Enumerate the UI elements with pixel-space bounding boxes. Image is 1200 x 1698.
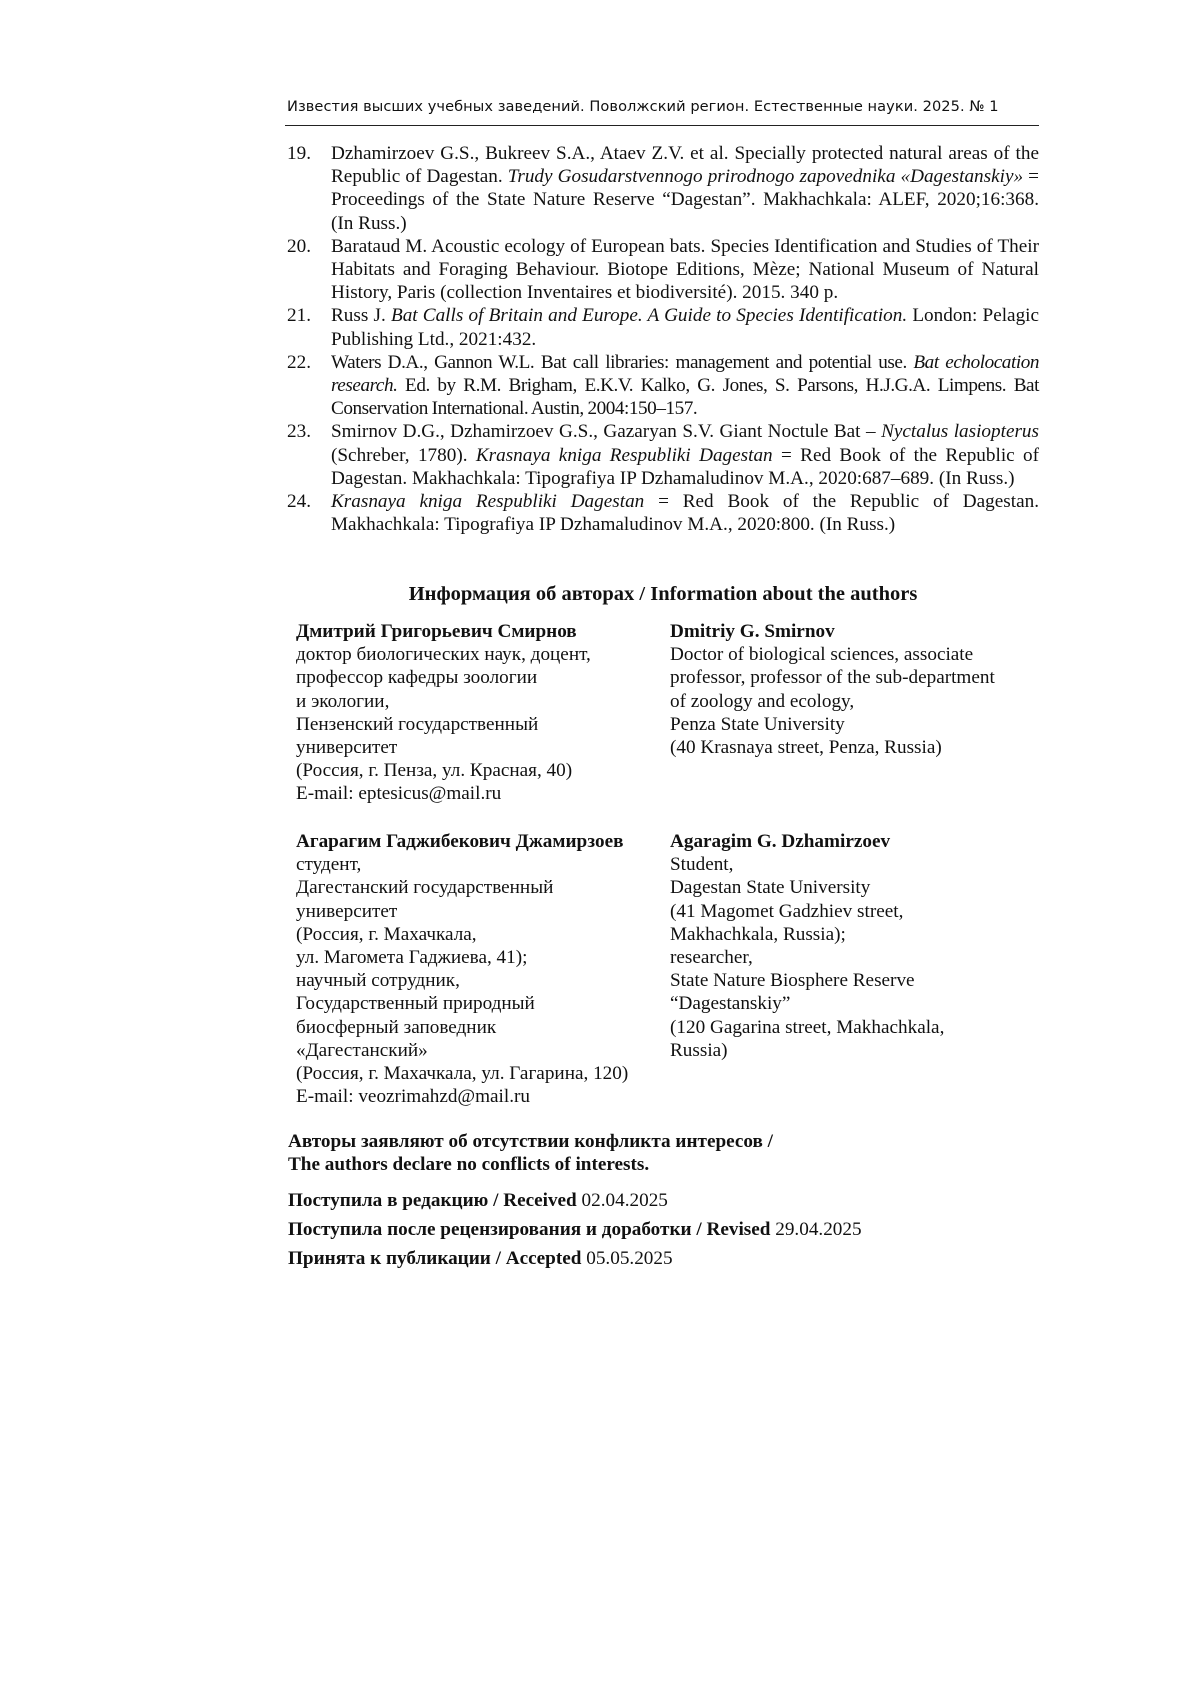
received-line xyxy=(288,1189,1048,1212)
author-1-ru-name: Дмитрий Григорьевич Смирнов xyxy=(296,620,666,643)
author-detail-line: Дагестанский государственный xyxy=(296,876,666,899)
reference-italic-segment: Trudy Gosudarstvennogo prirodnogo zapovednika «Dagestanskiy» xyxy=(508,166,1023,187)
author-detail-line: Doctor of biological sciences, associate xyxy=(670,643,1040,666)
author-detail-line: Makhachkala, Russia); xyxy=(670,923,1040,946)
author-email: E-mail: veozrimahzd@mail.ru xyxy=(296,1085,666,1108)
reference-number: 24. xyxy=(287,490,331,536)
revised-label: Поступила после рецензирования и доработки / Revised xyxy=(288,1219,770,1240)
author-detail-line: профессор кафедры зоологии xyxy=(296,666,666,689)
author-1-ru-details xyxy=(296,643,666,805)
author-detail-line: (41 Magomet Gadzhiev street, xyxy=(670,900,1040,923)
reference-text xyxy=(331,235,1039,305)
header-rule xyxy=(285,125,1039,126)
author-detail-line: researcher, xyxy=(670,946,1040,969)
author-detail-line: и экологии, xyxy=(296,690,666,713)
reference-number: 23. xyxy=(287,420,331,490)
author-detail-line: “Dagestanskiy” xyxy=(670,992,1040,1015)
author-email: E-mail: eptesicus@mail.ru xyxy=(296,782,666,805)
author-detail-line: professor, professor of the sub-department xyxy=(670,666,1040,689)
reference-item xyxy=(287,351,1039,421)
author-detail-line: университет xyxy=(296,900,666,923)
author-detail-line: «Дагестанский» xyxy=(296,1039,666,1062)
reference-item xyxy=(287,235,1039,305)
author-detail-line: State Nature Biosphere Reserve xyxy=(670,969,1040,992)
reference-italic-segment: Krasnaya kniga Respubliki Dagestan xyxy=(476,445,773,466)
reference-italic-segment: Krasnaya kniga Respubliki Dagestan xyxy=(331,491,644,512)
reference-item xyxy=(287,490,1039,536)
author-2-ru xyxy=(296,830,666,1108)
author-2-en xyxy=(670,830,1040,1062)
conflict-statement-ru xyxy=(288,1130,1048,1153)
reference-segment: = Proceedings of the State Nature Reserve “Dagestan”. Makhachkala: ALEF, 2020;16:368. (In Russ.) xyxy=(331,166,1039,233)
reference-segment: (Schreber, 1780). xyxy=(331,445,476,466)
author-detail-line: научный сотрудник, xyxy=(296,969,666,992)
author-detail-line: Государственный природный xyxy=(296,992,666,1015)
author-2-en-name: Agaragim G. Dzhamirzoev xyxy=(670,830,1040,853)
reference-item xyxy=(287,142,1039,235)
reference-text xyxy=(331,490,1039,536)
author-1-en-details xyxy=(670,643,1040,759)
reference-list xyxy=(287,142,1039,536)
reference-italic-segment: Bat echolocation research. xyxy=(331,352,1039,396)
author-detail-line: биосферный заповедник xyxy=(296,1016,666,1039)
author-detail-line: Student, xyxy=(670,853,1040,876)
reference-segment: Ed. by R.M. Brigham, E.K.V. Kalko, G. Jones, S. Parsons, H.J.G.A. Limpens. Bat Conservation International. Austin, 2004:150–157. xyxy=(331,375,1039,419)
reference-segment: = Red Book of the Republic of Dagestan. Makhachkala: Tipografiya IP Dzhamaludinov M.A., 2020:687–689. (In Russ.) xyxy=(331,445,1039,489)
conflict-en-text: The authors declare no conflicts of interests. xyxy=(288,1154,649,1175)
reference-item xyxy=(287,304,1039,350)
conflict-ru-text: Авторы заявляют об отсутствии конфликта интересов / xyxy=(288,1131,773,1152)
author-1-en xyxy=(670,620,1040,759)
author-detail-line: ул. Магомета Гаджиева, 41); xyxy=(296,946,666,969)
author-detail-line: Penza State University xyxy=(670,713,1040,736)
accepted-label: Принята к публикации / Accepted xyxy=(288,1248,581,1269)
author-detail-line: of zoology and ecology, xyxy=(670,690,1040,713)
reference-text xyxy=(331,351,1039,421)
reference-number: 20. xyxy=(287,235,331,305)
reference-number: 22. xyxy=(287,351,331,421)
author-1-en-name: Dmitriy G. Smirnov xyxy=(670,620,1040,643)
received-label: Поступила в редакцию / Received xyxy=(288,1190,577,1211)
reference-segment: Smirnov D.G., Dzhamirzoev G.S., Gazaryan S.V. Giant Noctule Bat – xyxy=(331,421,881,442)
author-detail-line: (40 Krasnaya street, Penza, Russia) xyxy=(670,736,1040,759)
reference-italic-segment: Nyctalus lasiopterus xyxy=(881,421,1039,442)
accepted-date: 05.05.2025 xyxy=(586,1248,672,1269)
author-detail-line: (Россия, г. Махачкала, ул. Гагарина, 120) xyxy=(296,1062,666,1085)
authors-heading: Информация об авторах / Information about the authors xyxy=(287,583,1039,606)
author-detail-line: Пензенский государственный xyxy=(296,713,666,736)
author-detail-line: университет xyxy=(296,736,666,759)
reference-italic-segment: Bat Calls of Britain and Europe. A Guide to Species Identification. xyxy=(391,305,907,326)
revised-line xyxy=(288,1218,1048,1241)
reference-segment: Russ J. xyxy=(331,305,391,326)
author-2-ru-name: Агарагим Гаджибекович Джамирзоев xyxy=(296,830,666,853)
author-1-ru xyxy=(296,620,666,806)
author-2-en-details xyxy=(670,853,1040,1062)
accepted-line xyxy=(288,1247,1048,1270)
author-detail-line: (Россия, г. Махачкала, xyxy=(296,923,666,946)
reference-number: 19. xyxy=(287,142,331,235)
running-header: Известия высших учебных заведений. Поволжский регион. Естественные науки. 2025. № 1 xyxy=(287,98,1045,115)
author-detail-line: студент, xyxy=(296,853,666,876)
revised-date: 29.04.2025 xyxy=(775,1219,861,1240)
reference-text xyxy=(331,304,1039,350)
author-detail-line: Dagestan State University xyxy=(670,876,1040,899)
author-2-ru-details xyxy=(296,853,666,1108)
author-detail-line: Russia) xyxy=(670,1039,1040,1062)
reference-segment: London: Pelagic Publishing Ltd., 2021:432. xyxy=(331,305,1039,349)
author-detail-line: доктор биологических наук, доцент, xyxy=(296,643,666,666)
conflict-statement xyxy=(288,1130,1048,1176)
conflict-statement-en xyxy=(288,1153,1048,1176)
reference-item xyxy=(287,420,1039,490)
reference-segment: Dzhamirzoev G.S., Bukreev S.A., Ataev Z.V. et al. Specially protected natural areas of the Republic of Dagestan. xyxy=(331,143,1039,187)
reference-segment: Barataud M. Acoustic ecology of European bats. Species Identification and Studies of Their Habitats and Foraging Behaviour. Biotope Editions, Mèze; National Museum of Natural History, Paris (collection Inventaires et biodiversité). 2015. 340 p. xyxy=(331,236,1039,303)
reference-text xyxy=(331,420,1039,490)
reference-text xyxy=(331,142,1039,235)
author-detail-line: (Россия, г. Пенза, ул. Красная, 40) xyxy=(296,759,666,782)
author-detail-line: (120 Gagarina street, Makhachkala, xyxy=(670,1016,1040,1039)
reference-number: 21. xyxy=(287,304,331,350)
received-date: 02.04.2025 xyxy=(582,1190,668,1211)
reference-segment: = Red Book of the Republic of Dagestan. Makhachkala: Tipografiya IP Dzhamaludinov M.A., 2020:800. (In Russ.) xyxy=(331,491,1039,535)
reference-segment: Waters D.A., Gannon W.L. Bat call libraries: management and potential use. xyxy=(331,352,913,373)
